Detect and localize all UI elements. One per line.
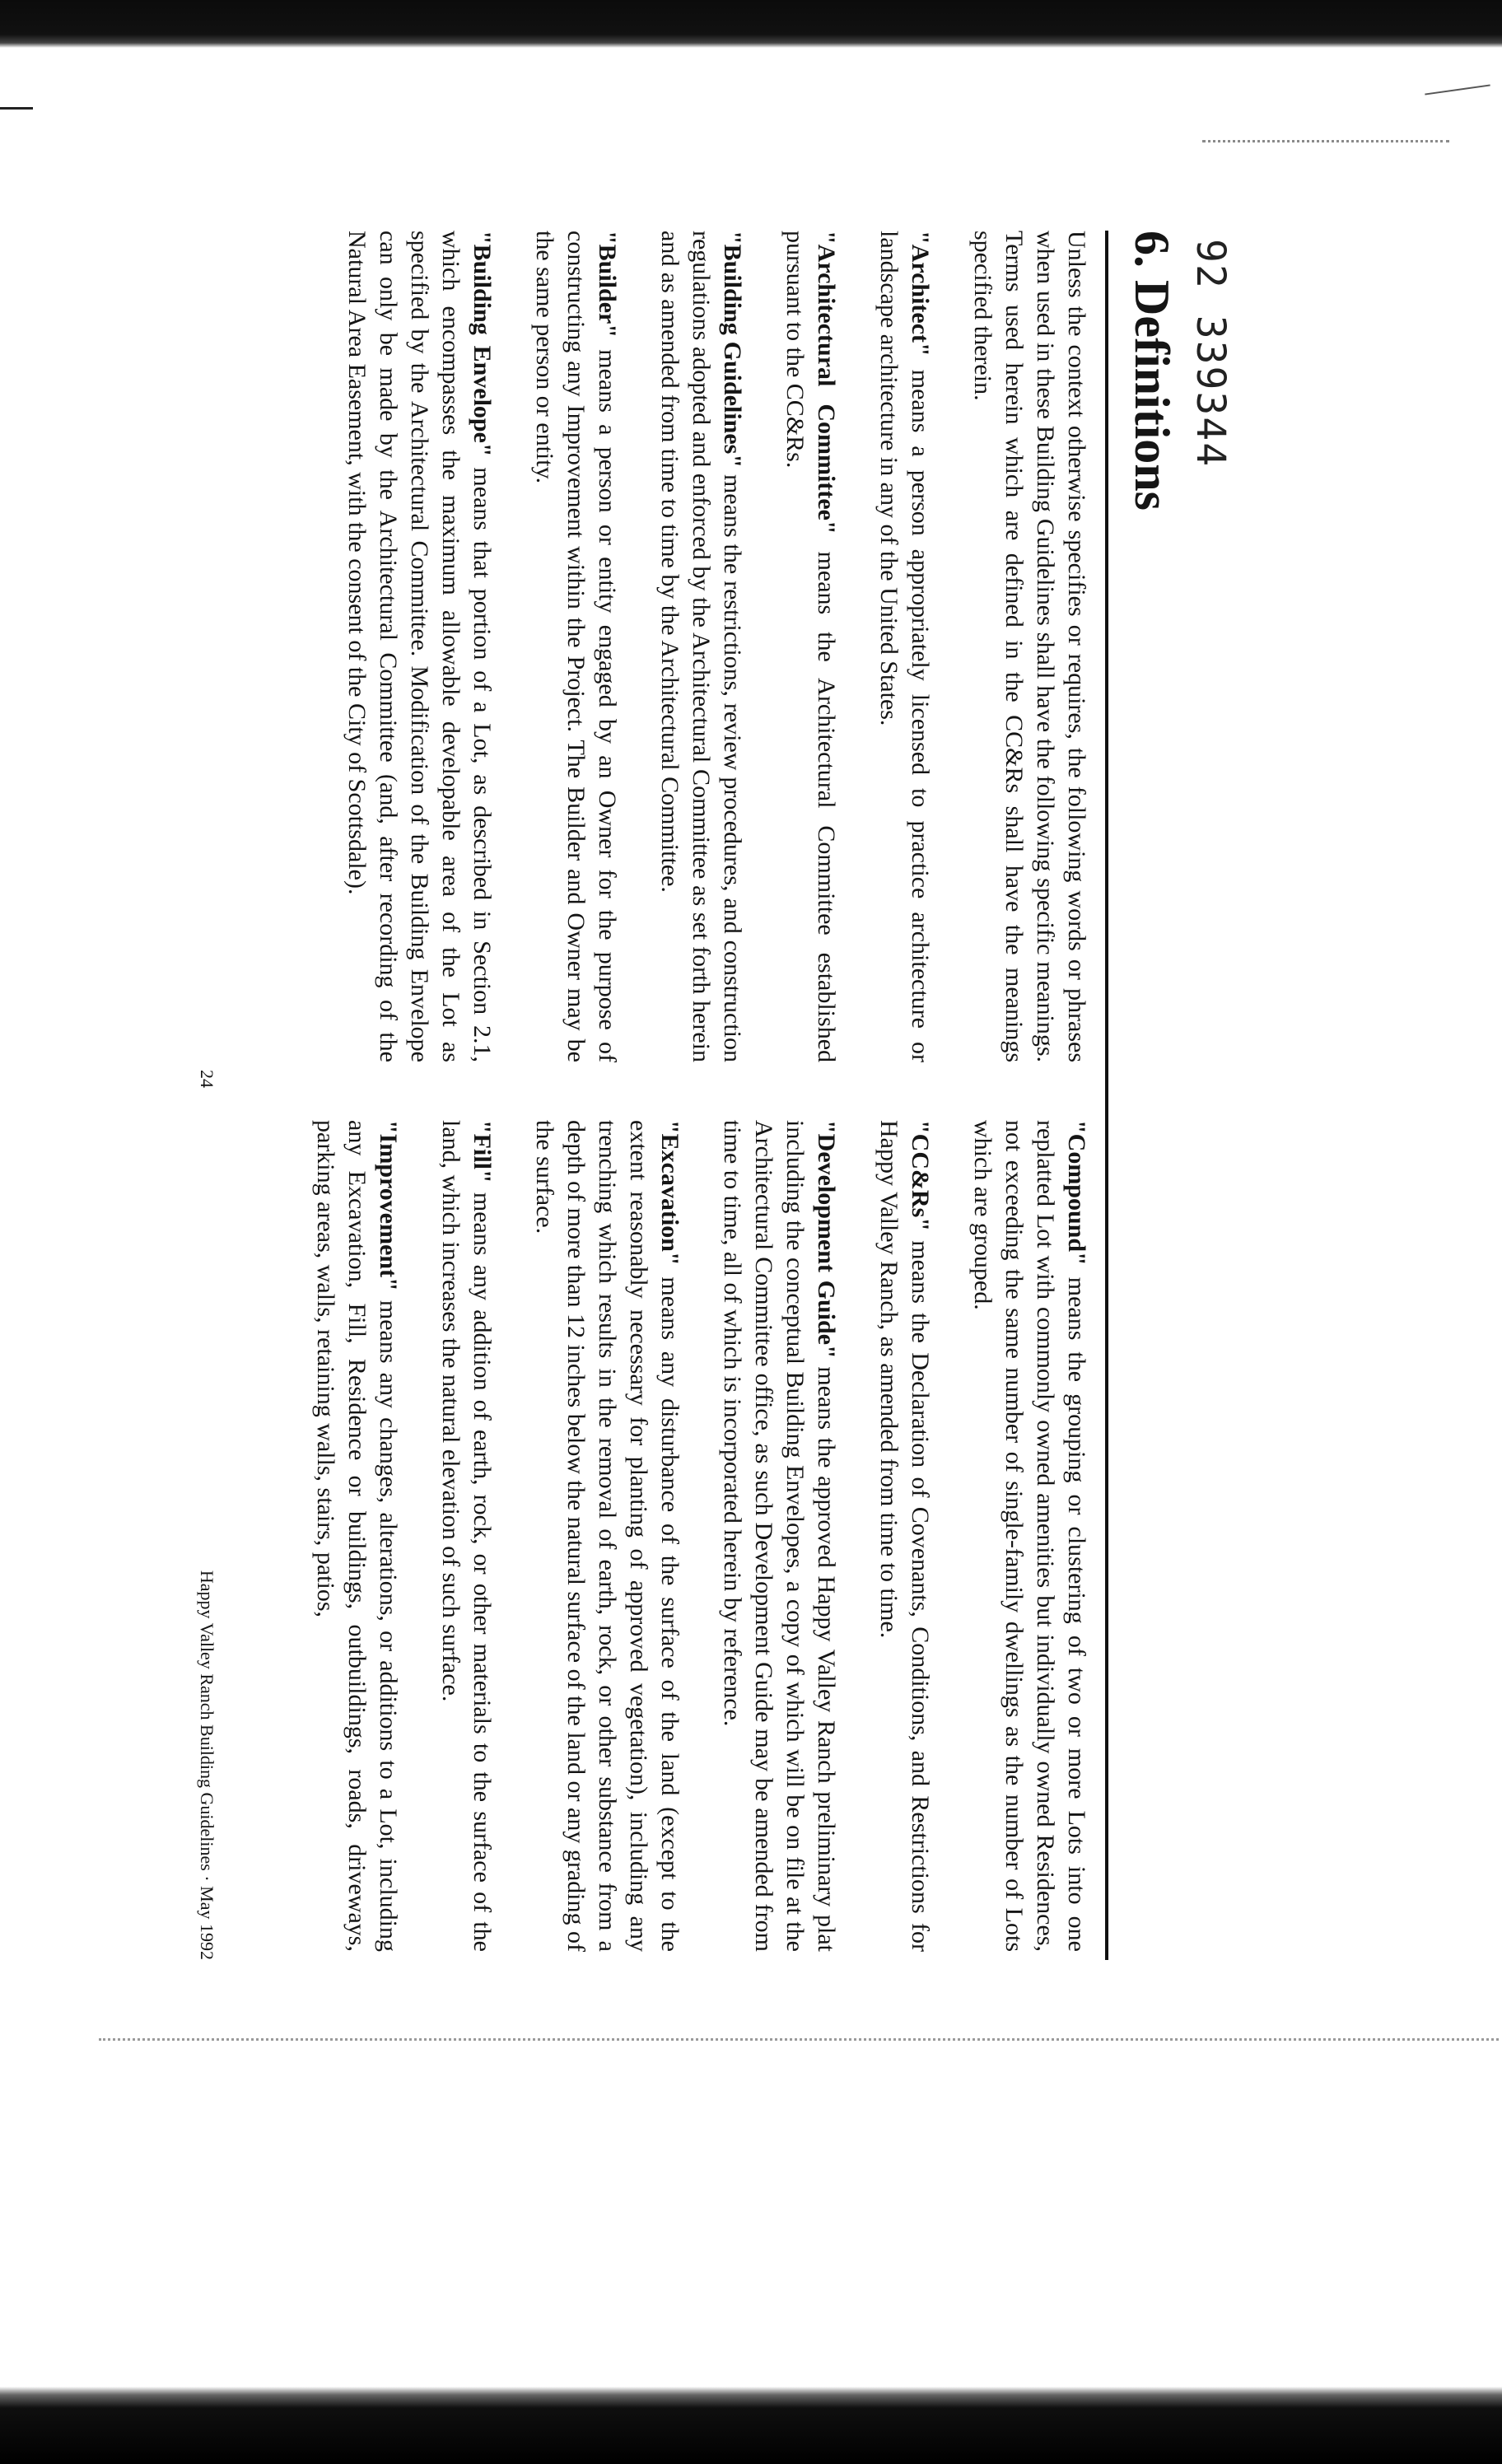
page-footer xyxy=(190,231,223,1960)
definition-text: means the restrictions, review procedures, and construction regulations adopted and enforced by the Architectural Committee as set forth herein and as amended from time to time by the Architectural Committee. xyxy=(656,231,746,1062)
definition-builder xyxy=(529,231,623,1062)
definition-architect xyxy=(873,231,935,1062)
definition-text: means the Declaration of Covenants, Conditions, and Restrictions for Happy Valley Ranch, as amended from time to time. xyxy=(875,1120,934,1952)
intro-paragraph: Unless the context otherwise specifies or requires, the following words or phrases when used in these Building Guidelines shall have the following specific meanings. Terms used herein which are defined in the CC&Rs shall have the meanings specified therein. xyxy=(969,231,1090,1062)
definition-ccrs xyxy=(873,1120,935,1952)
definition-text: means a person appropriately licensed to practice architecture or landscape architecture in any of the United States. xyxy=(875,231,934,1062)
definition-excavation xyxy=(529,1120,685,1952)
definition-text: means any disturbance of the surface of the land (except to the extent reasonably necessary for planting of approved vegetation), including any trenching which results in the removal of earth, rock, or other substance from a depth of more than 12 inches below the natural surface of the land or any grading of the surface. xyxy=(531,1120,683,1952)
left-column xyxy=(194,231,1092,1062)
definition-building-guidelines xyxy=(654,231,748,1062)
definition-term: "Development Guide" xyxy=(813,1120,840,1359)
rotated-page xyxy=(153,231,1182,1960)
definition-text: means that portion of a Lot, as described in Section 2.1, which encompasses the maximum allowable developable area of the Lot as specified by the Architectural Committee. Modification of the Building Envelope can only be made by the Architectural Committee (and, after recording of the Natural Area Easement, with the consent of the City of Scottsdale). xyxy=(343,231,496,1062)
definition-term: "Improvement" xyxy=(375,1120,402,1291)
definition-term: "Builder" xyxy=(594,231,621,338)
page-title: 6. Definitions xyxy=(1125,231,1180,511)
definition-text: means the Architectural Committee established pursuant to the CC&Rs. xyxy=(781,231,840,1062)
definition-text: means any addition of earth, rock, or other materials to the surface of the land, which increases the natural elevation of such surface. xyxy=(437,1120,496,1952)
scan-border-top xyxy=(0,0,1502,48)
title-rule xyxy=(1105,231,1108,1960)
definition-text: means any changes, alterations, or additions to a Lot, including any Excavation, Fill, Residence or buildings, outbuildings, roads, driveways, parking areas, walls, retaining walls, stairs, patios, xyxy=(312,1120,402,1952)
document-stamp-number: 92 339344 xyxy=(1187,239,1234,469)
definition-text: means a person or entity engaged by an Owner for the purpose of constructing any Improvement within the Project. The Builder and Owner may be the same person or entity. xyxy=(531,231,621,1062)
definition-term: "Excavation" xyxy=(656,1120,683,1266)
definition-term: "Compound" xyxy=(1063,1120,1090,1266)
scan-border-bottom xyxy=(0,2387,1502,2464)
scan-noise xyxy=(1202,140,1449,142)
definition-term: "Building Guidelines" xyxy=(719,231,746,469)
definition-architectural-committee xyxy=(779,231,842,1062)
scan-mark xyxy=(1425,84,1490,95)
definition-term: "Architectural Committee" xyxy=(813,231,840,534)
right-column xyxy=(194,1120,1092,1952)
definition-development-guide xyxy=(716,1120,842,1952)
definition-improvement xyxy=(310,1120,403,1952)
publication-footer: Happy Valley Ranch Building Guidelines · May 1992 xyxy=(197,1570,217,1960)
definition-term: "Building Envelope" xyxy=(469,231,496,457)
page-number: 24 xyxy=(197,1070,217,1088)
scan-noise xyxy=(99,2038,1499,2041)
definition-text: means the grouping or clustering of two or more Lots into one replatted Lot with commonly owned amenities but individually owned Residences, not exceeding the same number of single-family dwellings as the number of Lots which are grouped. xyxy=(969,1120,1090,1952)
scan-mark xyxy=(0,107,33,110)
definition-term: "CC&Rs" xyxy=(907,1120,934,1231)
definition-building-envelope xyxy=(341,231,497,1062)
definition-compound xyxy=(967,1120,1092,1952)
definition-fill xyxy=(435,1120,497,1952)
definition-term: "Fill" xyxy=(469,1120,496,1183)
definition-text: means the approved Happy Valley Ranch preliminary plat including the conceptual Building Envelopes, a copy of which will be on file at the Architectural Committee office, as such Development Guide may be amended from time to time, all of which is incorporated herein by reference. xyxy=(719,1120,840,1952)
definition-term: "Architect" xyxy=(907,231,934,357)
